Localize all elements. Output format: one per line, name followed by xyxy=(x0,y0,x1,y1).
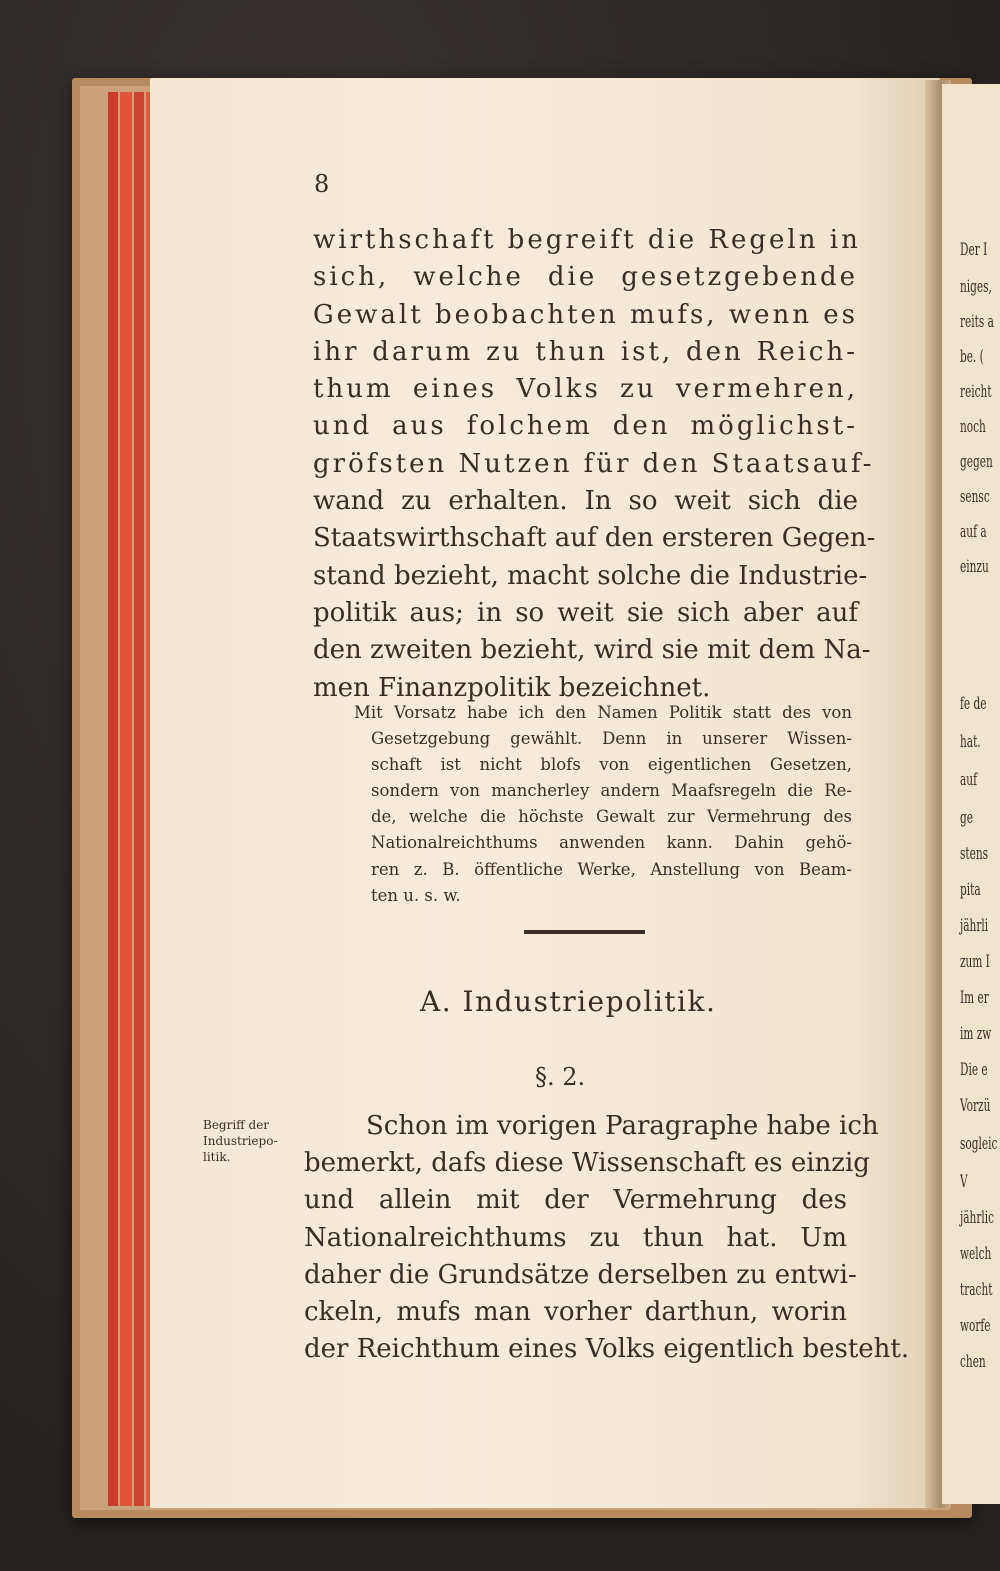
right-page-line: stens xyxy=(960,844,989,864)
margin-note-line: Begriff der xyxy=(203,1118,270,1132)
right-page-line: fe de xyxy=(960,694,987,714)
right-page-line: worfe xyxy=(960,1316,991,1336)
right-page-line: im zw xyxy=(960,1024,992,1044)
text-line: ckeln, mufs man vorher darthun, worin xyxy=(304,1296,847,1327)
margin-note-line: Industriepo- xyxy=(203,1134,278,1148)
footnote-line: Mit Vorsatz habe ich den Namen Politik statt des von xyxy=(354,703,852,722)
right-page-line: reicht xyxy=(960,382,992,402)
right-page-line: ge xyxy=(960,808,973,828)
text-line: politik aus; in so weit sie sich aber auf xyxy=(313,597,858,628)
right-page-line: tracht xyxy=(960,1280,993,1300)
red-page-edge xyxy=(108,92,118,1506)
right-page-line: Der I xyxy=(960,240,988,260)
text-line: der Reichthum eines Volks eigentlich besteht. xyxy=(304,1334,910,1365)
text-line: Schon im vorigen Paragraphe habe ich xyxy=(366,1111,879,1141)
footnote xyxy=(354,700,852,909)
footnote-line: ren z. B. öffentliche Werke, Anstellung von Beam- xyxy=(371,859,852,879)
footnote-line: sondern von mancherley andern Maafsregeln die Re- xyxy=(371,781,852,801)
right-page-line: auf a xyxy=(960,522,987,542)
text-line: Staatswirthschaft auf den ersteren Gegen- xyxy=(313,523,876,554)
right-page-line: be. ( xyxy=(960,347,984,367)
text-line: den zweiten bezieht, wird sie mit dem Na- xyxy=(313,635,871,666)
footnote-line: ten u. s. w. xyxy=(371,885,461,905)
right-page-line: reits a xyxy=(960,312,994,332)
section-heading: A. Industriepolitik. xyxy=(420,985,717,1018)
text-line: und allein mit der Vermehrung des xyxy=(304,1185,847,1216)
red-page-edge xyxy=(120,92,132,1506)
right-page-line: einzu xyxy=(960,557,989,577)
right-page-line: Die e xyxy=(960,1060,988,1080)
footnote-line: de, welche die höchste Gewalt zur Vermehrung des xyxy=(371,807,852,827)
paragraph-body xyxy=(304,1108,910,1368)
text-line: men Finanzpolitik bezeichnet. xyxy=(313,672,711,703)
right-page-line: noch xyxy=(960,417,986,437)
text-line: ihr darum zu thun ist, den Reich- xyxy=(313,336,858,367)
footnote-line: schaft ist nicht blofs von eigentlichen Gesetzen, xyxy=(371,755,852,775)
right-page-fragment xyxy=(942,84,1000,1504)
right-page-line: niges, xyxy=(960,277,992,297)
text-line: daher die Grundsätze derselben zu entwi- xyxy=(304,1259,857,1290)
right-page-line: auf xyxy=(960,770,977,790)
right-page-line: jährli xyxy=(960,916,989,936)
right-page-line: Vorzü xyxy=(960,1096,991,1116)
right-page-line: gegen xyxy=(960,452,993,472)
main-text-block xyxy=(313,222,876,707)
right-page-line: Im er xyxy=(960,988,989,1008)
right-page-line: sensc xyxy=(960,487,990,507)
footnote-line: Gesetzgebung gewählt. Denn in unserer Wissen- xyxy=(371,729,852,749)
text-line: Gewalt beobachten mufs, wenn es xyxy=(313,299,858,330)
text-line: Nationalreichthums zu thun hat. Um xyxy=(304,1222,847,1253)
red-page-edge xyxy=(134,92,144,1506)
right-page-line: welch xyxy=(960,1244,992,1264)
text-line: und aus folchem den möglichst- xyxy=(313,411,858,442)
footnote-line: Nationalreichthums anwenden kann. Dahin gehö- xyxy=(371,833,852,853)
text-line: sich, welche die gesetzgebende xyxy=(313,262,858,293)
text-line: gröfsten Nutzen für den Staatsauf- xyxy=(313,448,875,479)
right-page-line: chen xyxy=(960,1352,986,1372)
right-page-line: zum I xyxy=(960,952,990,972)
right-page-line: sogleic xyxy=(960,1134,998,1154)
text-line: wirthschaft begreift die Regeln in xyxy=(313,225,861,255)
section-divider xyxy=(524,930,645,934)
paragraph-mark: §. 2. xyxy=(535,1063,586,1091)
margin-note-line: litik. xyxy=(203,1150,231,1164)
text-line: thum eines Volks zu vermehren, xyxy=(313,374,858,405)
text-line: stand bezieht, macht solche die Industrie- xyxy=(313,560,868,591)
text-line: bemerkt, dafs diese Wissenschaft es einzig xyxy=(304,1148,870,1179)
text-line: wand zu erhalten. In so weit sich die xyxy=(313,486,858,517)
right-page-line: jährlic xyxy=(960,1208,995,1228)
right-page-line: V xyxy=(960,1172,968,1192)
right-page-line: hat. xyxy=(960,732,981,752)
page-number: 8 xyxy=(314,170,330,198)
margin-note xyxy=(203,1117,311,1165)
right-page-line: pita xyxy=(960,880,981,900)
